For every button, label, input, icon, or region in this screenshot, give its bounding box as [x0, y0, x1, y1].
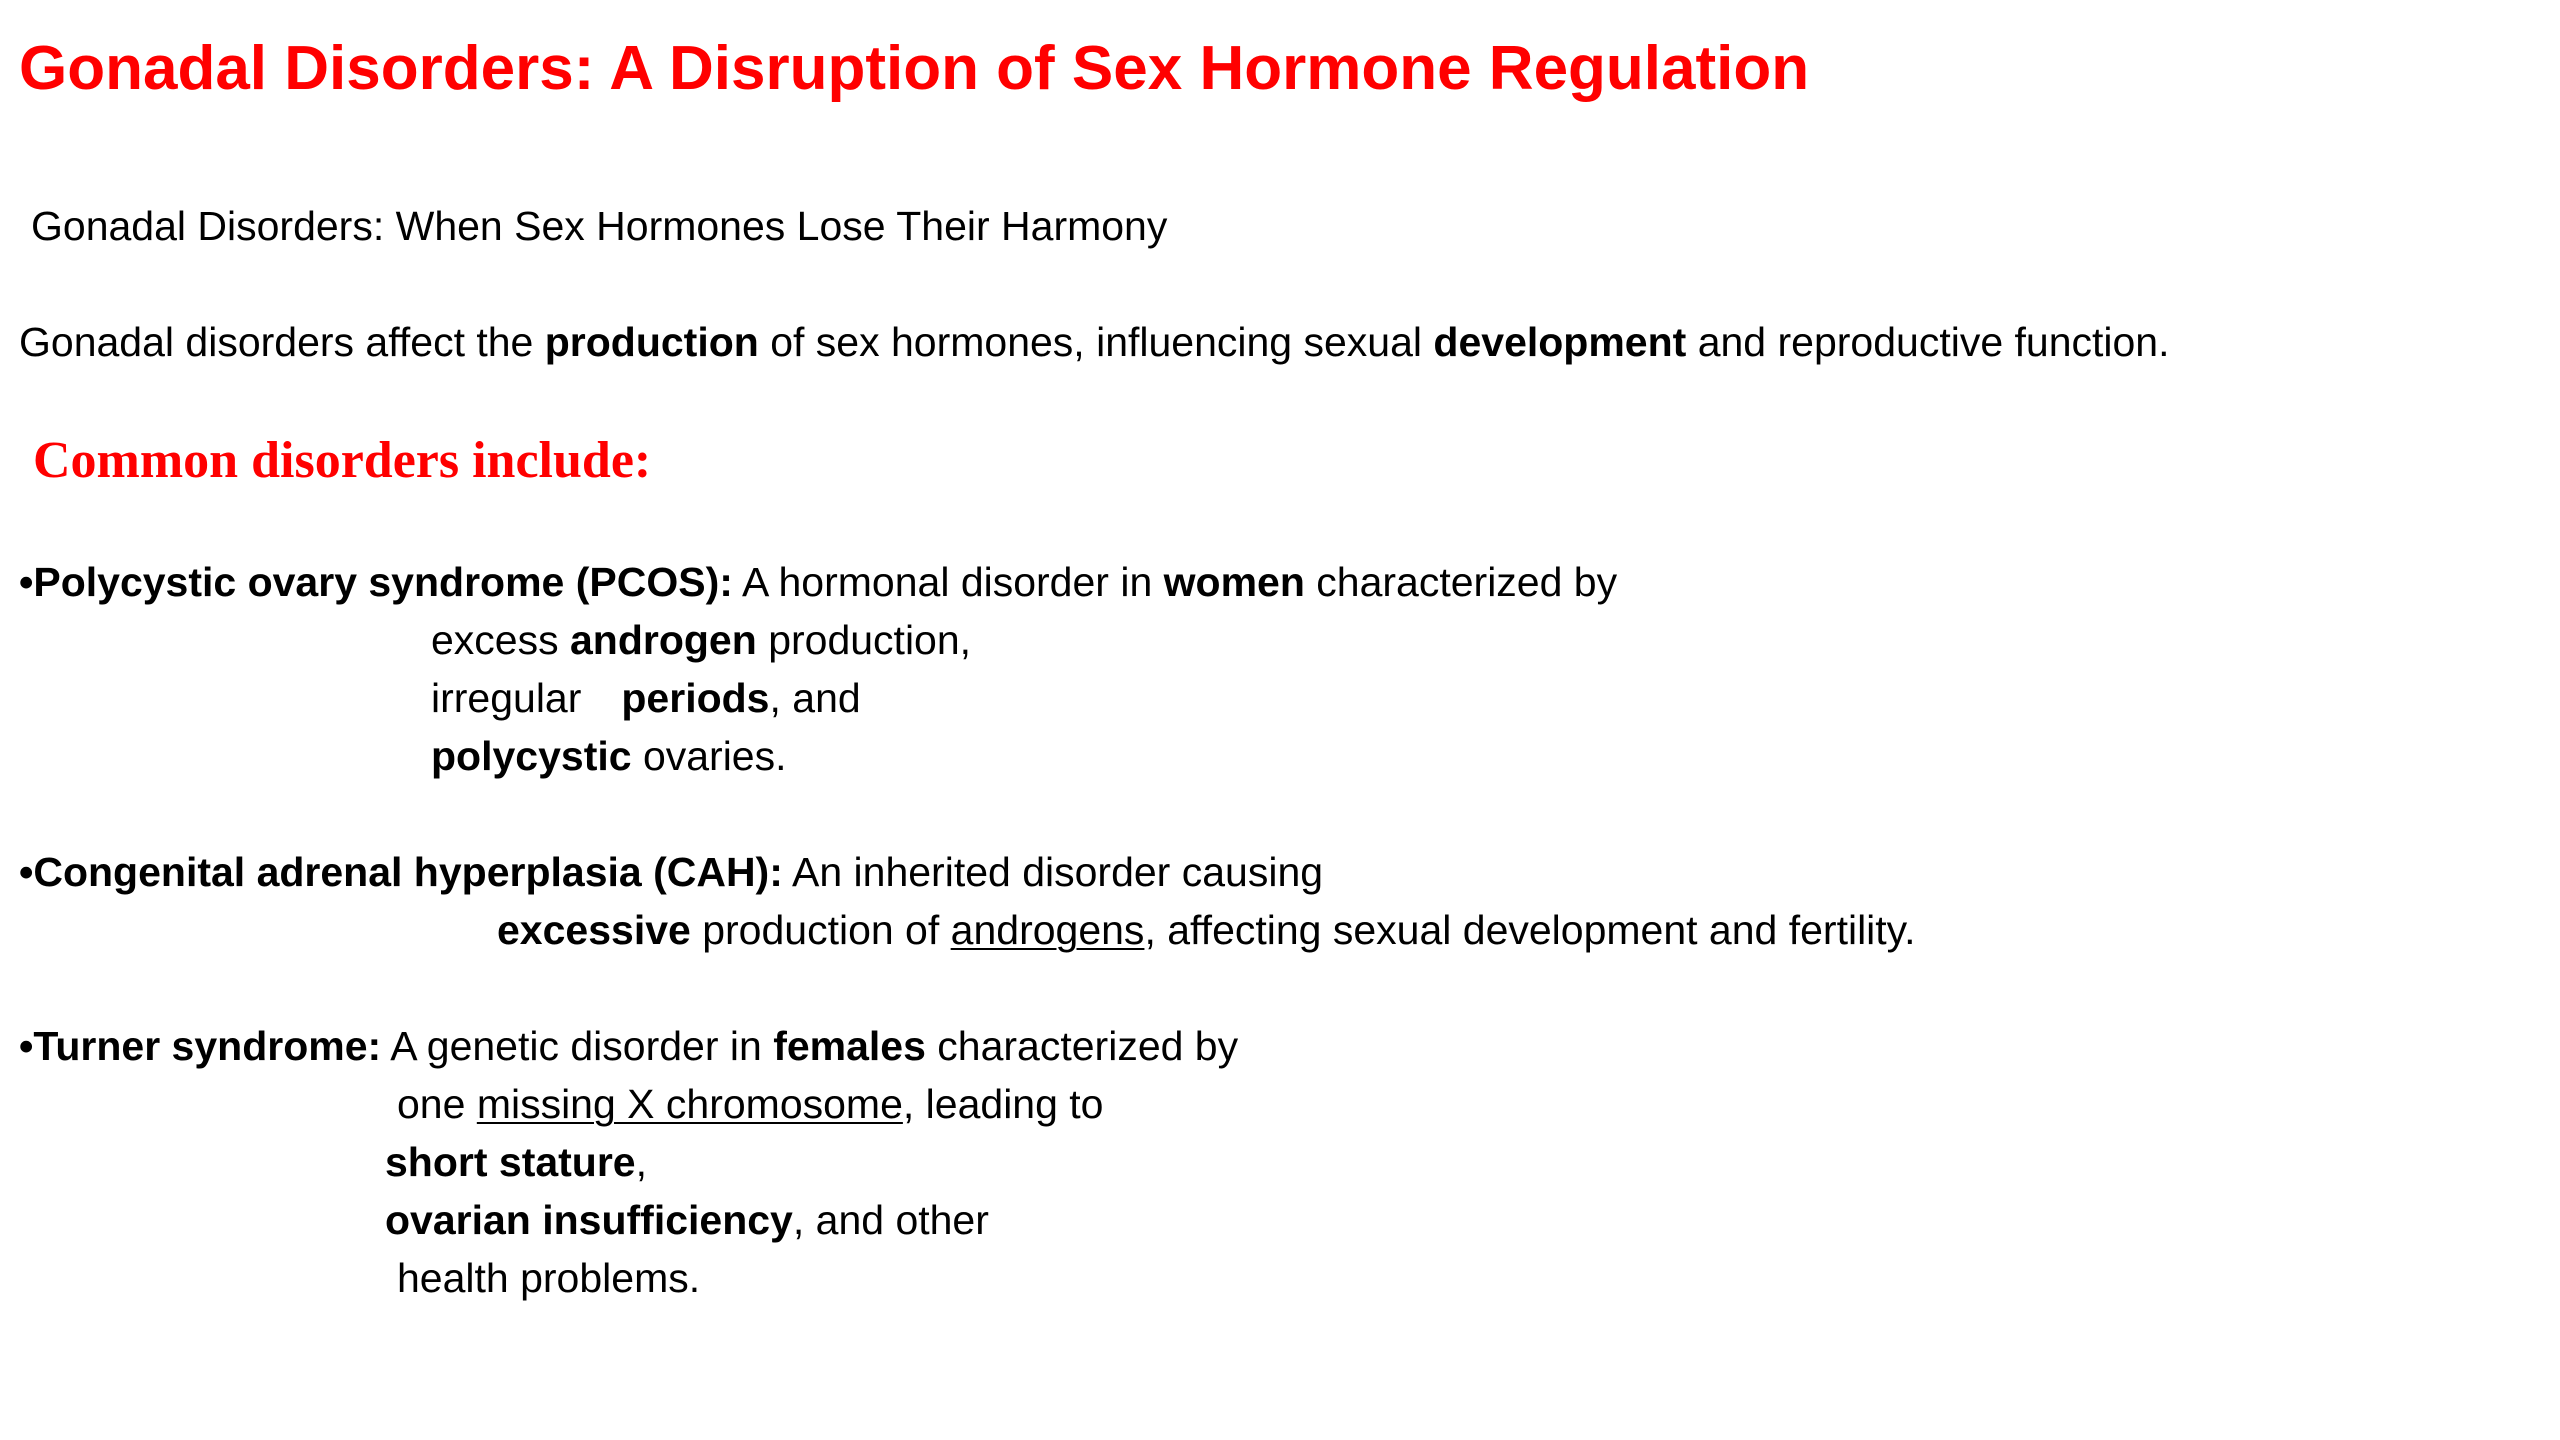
turner-underline-missing-x: missing X chromosome [476, 1081, 903, 1127]
intro-text-2: of sex hormones, influencing sexual [758, 319, 1434, 365]
cah-text: An inherited disorder causing [782, 849, 1324, 895]
intro-paragraph [19, 319, 2170, 365]
pcos-line-2 [431, 617, 972, 663]
turner-text: , leading to [902, 1081, 1104, 1127]
pcos-bold-women: women [1163, 559, 1305, 605]
pcos-bold-polycystic: polycystic [431, 733, 632, 779]
subtitle: Gonadal Disorders: When Sex Hormones Lose Their Harmony [31, 203, 1168, 249]
turner-line-2 [397, 1081, 1104, 1127]
pcos-text: A hormonal disorder in [732, 559, 1164, 605]
turner-line-3 [385, 1139, 648, 1185]
intro-text-3: and reproductive function. [1686, 319, 2170, 365]
pcos-text: , and [769, 675, 861, 721]
turner-line-4 [385, 1197, 989, 1243]
pcos-line-1 [19, 559, 1618, 605]
cah-text: production of [690, 907, 951, 953]
intro-bold-development: development [1433, 319, 1687, 365]
cah-line-1 [19, 849, 1324, 895]
pcos-text: irregular [431, 675, 582, 721]
section-heading: Common disorders include: [33, 432, 652, 489]
turner-line-1 [19, 1023, 1239, 1069]
turner-text: A genetic disorder in [381, 1023, 774, 1069]
turner-text: , and other [792, 1197, 989, 1243]
turner-term: •Turner syndrome: [19, 1023, 382, 1069]
cah-underline-androgens: androgens [950, 907, 1145, 953]
turner-line-5 [397, 1255, 701, 1301]
turner-text: health problems. [397, 1255, 701, 1301]
cah-term: •Congenital adrenal hyperplasia (CAH): [19, 849, 783, 895]
pcos-bold-periods: periods [621, 675, 770, 721]
pcos-line-3 [431, 675, 861, 721]
pcos-bold-androgen: androgen [570, 617, 757, 663]
pcos-line-4 [431, 733, 787, 779]
intro-bold-production: production [544, 319, 759, 365]
intro-text-1: Gonadal disorders affect the [19, 319, 545, 365]
turner-text: , [635, 1139, 648, 1185]
cah-bold-excessive: excessive [497, 907, 691, 953]
cah-line-2 [497, 907, 1916, 953]
page-title: Gonadal Disorders: A Disruption of Sex Hormone Regulation [19, 34, 1810, 103]
turner-bold-short-stature: short stature [385, 1139, 636, 1185]
turner-text: one [397, 1081, 477, 1127]
pcos-text: ovaries. [631, 733, 787, 779]
pcos-text: production, [756, 617, 972, 663]
turner-bold-females: females [773, 1023, 926, 1069]
pcos-text: characterized by [1304, 559, 1618, 605]
turner-bold-ovarian: ovarian insufficiency [385, 1197, 793, 1243]
cah-text: , affecting sexual development and fertility. [1144, 907, 1916, 953]
turner-text: characterized by [925, 1023, 1239, 1069]
pcos-text: excess [431, 617, 570, 663]
pcos-term: •Polycystic ovary syndrome (PCOS): [19, 559, 733, 605]
